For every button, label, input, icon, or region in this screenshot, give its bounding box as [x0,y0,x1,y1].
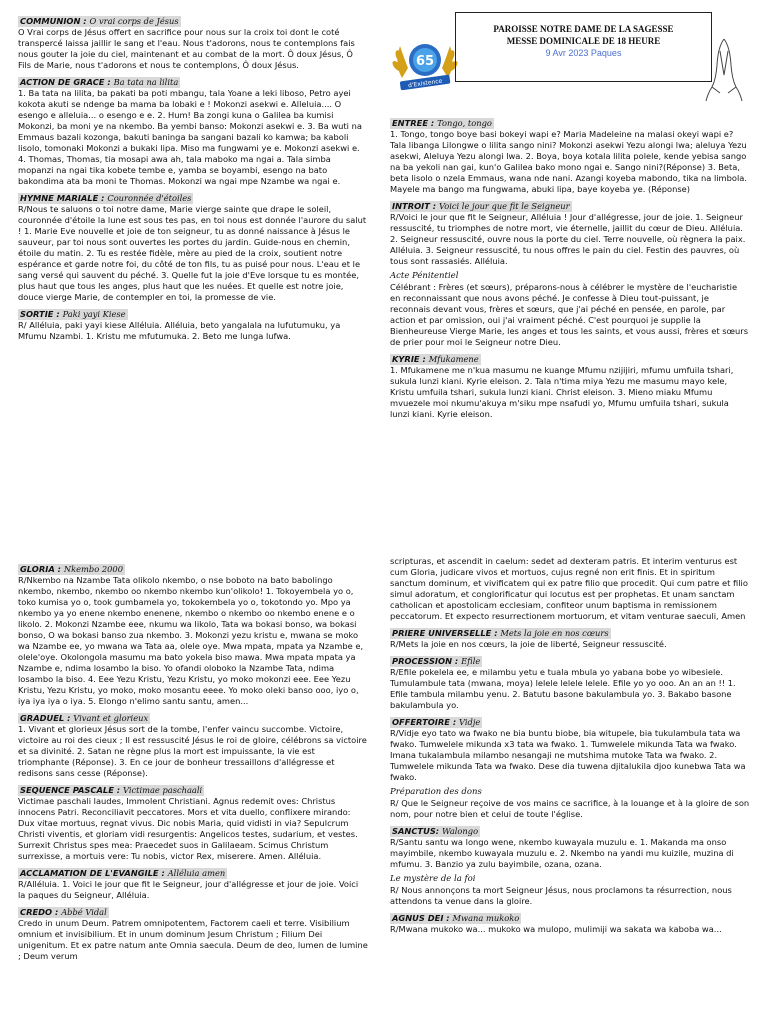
entree-heading: ENTREE : Tongo, tongo [392,118,492,128]
priere-heading: PRIERE UNIVERSELLE : Mets la joie en nos cœurs [392,628,609,638]
parish-header-box [455,12,712,82]
offertoire-heading: OFFERTOIRE : Vidje [392,717,481,727]
sanctus-text: R/Santu santu wa longo wene, nkembo kuwayala muzulu e. 1. Makanda ma onso mayimbile, nkembo kuwayala muzulu e. 2. Nkembo na yandi mu kuizile, muzina di mfumu. 3. Banzio ya zulu bayimbile, ozana, ozana. [390,837,734,869]
anniversary-logo [390,28,460,100]
graduel-text: 1. Vivant et glorieux Jésus sort de la tombe, l'enfer vaincu succombe. Victoire, victoire au roi des cieux ; Il est ressuscité Jésus le roi de gloire, célébrons sa victoire et sa divinité. 2. Satan ne règne plus la mort est impuissante, la vie est triomphante (Réponse). 3. En ce jour de bonheur tressaillons d'allégresse et redisons sans cesse (Réponse). [18,724,367,778]
mass-title: MESSE DOMINICALE DE 18 HEURE [506,36,661,46]
mystere-text: R/ Nous annonçons ta mort Seigneur Jésus, nous proclamons ta résurrection, nous attendons ta venue dans la gloire. [390,885,732,906]
praying-hands-icon [700,35,748,105]
procession-text: R/Efile pokelela ee, e milambu yetu e tuala mbula yo yabana bobe yo wibesiele. Tumulambule tata (mwana, moya) lelele lelele lelele. Efile yo yo ooo. An an an !! 1. Efile tambula milambu yenu. 2. Batutu basone bakulambula yo. 3. Bakabo basone bakulambula yo. [390,667,736,710]
sortie-heading: SORTIE : Paki yayi Kiese [20,309,126,319]
logo-text: d'Existence [407,77,443,90]
penitentiel-text: Célébrant : Frères (et sœurs), préparons-nous à célébrer le mystère de l'eucharistie en reconnaissant que nous avons péché. Je confesse à Dieu tout-puissant, je reconnais devant vous, frères et sœurs, que j'ai péché en pensée, en parole, par action et par omission, oui j'ai vraiment péché. C'est pourquoi je supplie la Bienheureuse Vierge Marie, les anges et tous les saints, et vous aussi, frères et sœurs de prier pour moi le Seigneur notre Dieu. [390,282,749,347]
credo-heading: CREDO : Abbé Vidal [20,907,107,917]
parish-name: PAROISSE NOTRE DAME DE LA SAGESSE [493,24,674,34]
gloria-heading: GLORIA : Nkembo 2000 [20,564,123,574]
penitentiel-heading: Acte Pénitentiel [390,271,459,281]
preparation-heading: Préparation des dons [390,787,482,797]
action-text: 1. Ba tata na lilita, ba pakati ba poti mbangu, tala Yoane a leki liboso, Petro ayei kokota akuti se ndenge ba mama ba lobaki e ! Mokonzi asekwi e. Alleluia.... O esengo e alleluia... o esengo e e. 2. Hum! Ba zongi kuna o Galilea ba kumisi Mokonzi, ba moni ye na nkembo. Ba yembi banso: Mokonzi asekwi e. 3. Ba wuti na Emmaus bazali kozonga, bakuti baninga ba sangani bazali ko kamwa; ba kaboli lisolo, tomonaki Mokonzi a bukaki lipa. Miso ma fungwami ye e. Mokonzi asekwi e. 4. Thomas, Thomas, tia mosapi awa ah, tala maboko ma ngai a. Tala simba mopanzi na ngai tika kobete tembe e, yamba se boyambi, esengo na bato bakondima ata ba moni te Thomas. Mokonzi wa ngai mpe Nzambe wa ngai e. [18,88,362,186]
agnus-heading: AGNUS DEI : Mwana mukoko [392,913,520,923]
top-right-column [390,114,750,422]
action-heading: ACTION DE GRACE : Ba tata na lilita [20,77,179,87]
mystere-heading: Le mystère de la foi [390,874,476,884]
sequence-heading: SEQUENCE PASCALE : Victimae paschaali [20,785,203,795]
graduel-heading: GRADUEL : Vivant et glorieux [20,713,149,723]
entree-text: 1. Tongo, tongo boye basi bokeyi wapi e? Maria Madeleine na malasi okeyi wapi e? Tala libanga Lilongwe o lilita sango nini? Mokonzi asekwi Yezu alongi lwa; aleluya Yezu asekwi, Aleluya Yezu alongi lwa. 2. Boya, boya kotala lilita polele, kende yebisa sango na ba yekoli nan gai, kun'o Galilea bako mono ngai e. Sango nini?(Réponse) 3. Beta, beta lisolo o nzela Emmaus, wana nde nani. Azangi koyeba mabondo, tika na limbola. Mayele ma bango ma fungwama, abuki lipa, baye koyeba ye. (Réponse) [390,129,748,194]
logo-number: 65 [415,54,435,69]
priere-text: R/Mets la joie en nos cœurs, la joie de liberté, Seigneur ressuscité. [390,639,667,649]
sequence-text: Victimae paschali laudes, Immolent Christiani. Agnus redemit oves: Christus innocens Patri. Reconciliavit peccatores. Mors et vita duello, conflixere mirando: Dux vitae mortuus, regnat vivus. Dic nobis Maria, quid vidisti in via? Sepulcrum Christi viventis, et gloriam vidi resurgentis: Angelicos testes, sudarium, et vestes. Surrexit Christus spes mea: Praecedet suos in Galilaeam. Scimus Christum surrexisse, a mortuis vere: Tu nobis, victor Rex, miserere. Amen. Alléluia. [18,796,358,861]
acclamation-heading: ACCLAMATION DE L'EVANGILE : Alléluia amen [20,868,226,878]
agnus-text: R/Mwana mukoko wa... mukoko wa mulopo, mulimiji wa sakata wa kaboba wa... [390,924,722,934]
acclamation-text: R/Alléluia. 1. Voici le jour que fit le Seigneur, jour d'allégresse et jour de joie. Voici la paques du Seigneur, Alléluia. [18,879,359,900]
introit-heading: INTROIT : Voici le jour que fit le Seigneur [392,201,570,211]
communion-heading: COMMUNION : O vrai corps de Jésus [20,16,179,26]
credo-text: Credo in unum Deum. Patrem omnipotentem, Factorem caeli et terre. Visibilium omnium et invisibilium. Et in unum dominum Jesum Christum ; Filium Dei unigenitum. Et ex patre natum ante Omnia saecula. Deum de deo, lumen de lumine ; Deum verum [18,918,368,961]
communion-text: O Vrai corps de Jésus offert en sacrifice pour nous sur la croix toi dont le coté transpercé laissa jaillir le sang et l'eau. Nous t'adorons, nous te contemplons fais nous gouter la joie du ciel, maintenant et au combat de la mort. Ô doux Jésus, Ô Fils de Marie, nous t'adorons et nous te contemplons, Ô doux Jésus. [18,27,355,70]
kyrie-heading: KYRIE : Mfukamene [392,354,479,364]
hymne-heading: HYMNE MARIALE : Couronnée d'étoiles [20,193,192,203]
credo-continued-text: scripturas, et ascendit in caelum: sedet ad dexteram patris. Et interim venturus est cum Gloria, judicare vivos et mortuos, cujus regné non erit finis. Et in spiritum sanctum dominum, et vivificatem qui ex patre filio que procedit. Qui cum patre et filio simul adoratum, et conglorificatur qui locutus est per prophetas. Et unam sanctam catholican et apostolicam ecclesiam, confiteor unum baptisma in remissionem peccatorum. Et expecto resurrectionem mortuorum, et vitam venturae saeculi, Amen [390,556,748,621]
gloria-text: R/Nkembo na Nzambe Tata olikolo nkembo, o nse boboto na bato babolingo nkembo, nkembo, nkembo oo nkembo nkembo kun'olikolo! 1. Tokoyembela yo o, toko kumisa yo o, took gumbamela yo, tokokembela yo o, tokotondo yo. Mpo ya nkembo ya yo enene nkembo enenene, nkembo o nkembo oo nkembo enene e o likolo. 2. Mokonzi Nzambe eee, nkumu wa likolo, Tata wa bokasi bonso, wa bokasi bonso, O wa bokasi banso zua nkembo. 3. Mokonzi yezu kristu e, mwana se moko wa Nzambe ee, yo mwana wa Tata aa, olele oye. Mwa mpata, mpata ya Nzambe e, olele'oye. Okolongola masumu ma bato yokela biso mawa. Mwa mpata mpata ya Nzambe e, ndima losambo la biso. Yo ofandi oloboko la Nzambe Tata, ndima losambo la biso. 4. Eee Yezu Kristu, Yezu Kristu, yo moko mokonzi eee. Eee Yezu Kristu, Yezu Kristu, yo moko, moko mosantu eeee. Yo moko oleki banso ooo, iyo o, iya iya iya o iya. 5. Elongo n'elimo santu santu, amen... [18,575,364,706]
preparation-text: R/ Que le Seigneur reçoive de vos mains ce sacrifice, à la louange et à la gloire de son nom, pour notre bien et celui de toute l'église. [390,798,750,819]
kyrie-text: 1. Mfukamene me n'kua masumu ne kuange Mfumu nzijijiri, mfumu umfuila tshari, sukula lunzi kiani. Kyrie eleison. 2. Tala n'tima miya Yezu me masumu mayo kele, Kristu umfuila tshari, sukula lunzi kiani. Christ eleison. 3. Mieno miaku Mfumu mvuezele moi nkumu'akuya m'siku mpe nsafudi yo, Mfumu umfuila tshari, sukula lunzi kiani. Kyrie eleison. [390,365,734,419]
sanctus-heading: SANCTUS: Walongo [392,826,479,836]
sortie-text: R/ Alléluia, paki yayi kiese Alléluia. Alléluia, beto yangalala na lufutumuku, ya Mfumu Nzambi. 1. Kristu me mfutumuka. 2. Beto me lunga lufwa. [18,320,341,341]
procession-heading: PROCESSION : Efile [392,656,481,666]
mass-date: 9 Avr 2023 Paques [545,48,622,58]
bottom-left-column [18,560,368,964]
introit-text: R/Voici le jour que fit le Seigneur, Alléluia ! Jour d'allégresse, jour de joie. 1. Seigneur ressuscité, tu triomphes de notre mort, vie éternelle, jaillit du cœur de Dieu. Alléluia. 2. Seigneur ressuscité, ouvre nous la porte du ciel. Terre nouvelle, où règnera la paix. Alléluia. 3. Seigneur ressuscité, tu nous offres le pain du ciel. Festin des pauvres, où tous sont rassasiés. Alléluia. [390,212,746,266]
bottom-right-column [390,556,750,937]
top-left-column [18,12,368,344]
hymne-text: R/Nous te saluons o toi notre dame, Marie vierge sainte que drape le soleil, couronnée d'étoile la lune est sous tes pas, en toi nous est donnée l'aurore du salut ! 1. Marie Eve nouvelle et joie de ton seigneur, tu as donné naissance à Jésus le sauveur, par toi nous sont ouvertes les portes du jardin. Guide-nous en chemin, étoile du matin. 2. Tu es restée fidèle, mère au pied de la croix, soutient notre espérance et garde notre foi, du côté de ton fils, tu as puisé pour nous. L'eau et le sang versé qui sauvent du péché. 3. Quelle fut la joie d'Eve lorsque tu es montée, plus haut que tous les anges, plus haut que les nuées. Et quelle est notre joie, douce vierge Marie, de contempler en toi, la promesse de vie. [18,204,367,302]
offertoire-text: R/Vidje eyo tato wa fwako ne bia buntu biobe, bia witupele, bia tukulambula tata wa fwako. Tumwelele mikunda x3 tata wa fwako. 1. Tumwelele mikunda Tata wa fwako. Imana tukalambula milambo nesangaji ne mutshima mutoke Tata wa fwako. 2. Tumwelele mikunda Tata wa fwako. Dese dia tuwena djitalukila djoo kunebwa Tata wa fwako. [390,728,746,782]
